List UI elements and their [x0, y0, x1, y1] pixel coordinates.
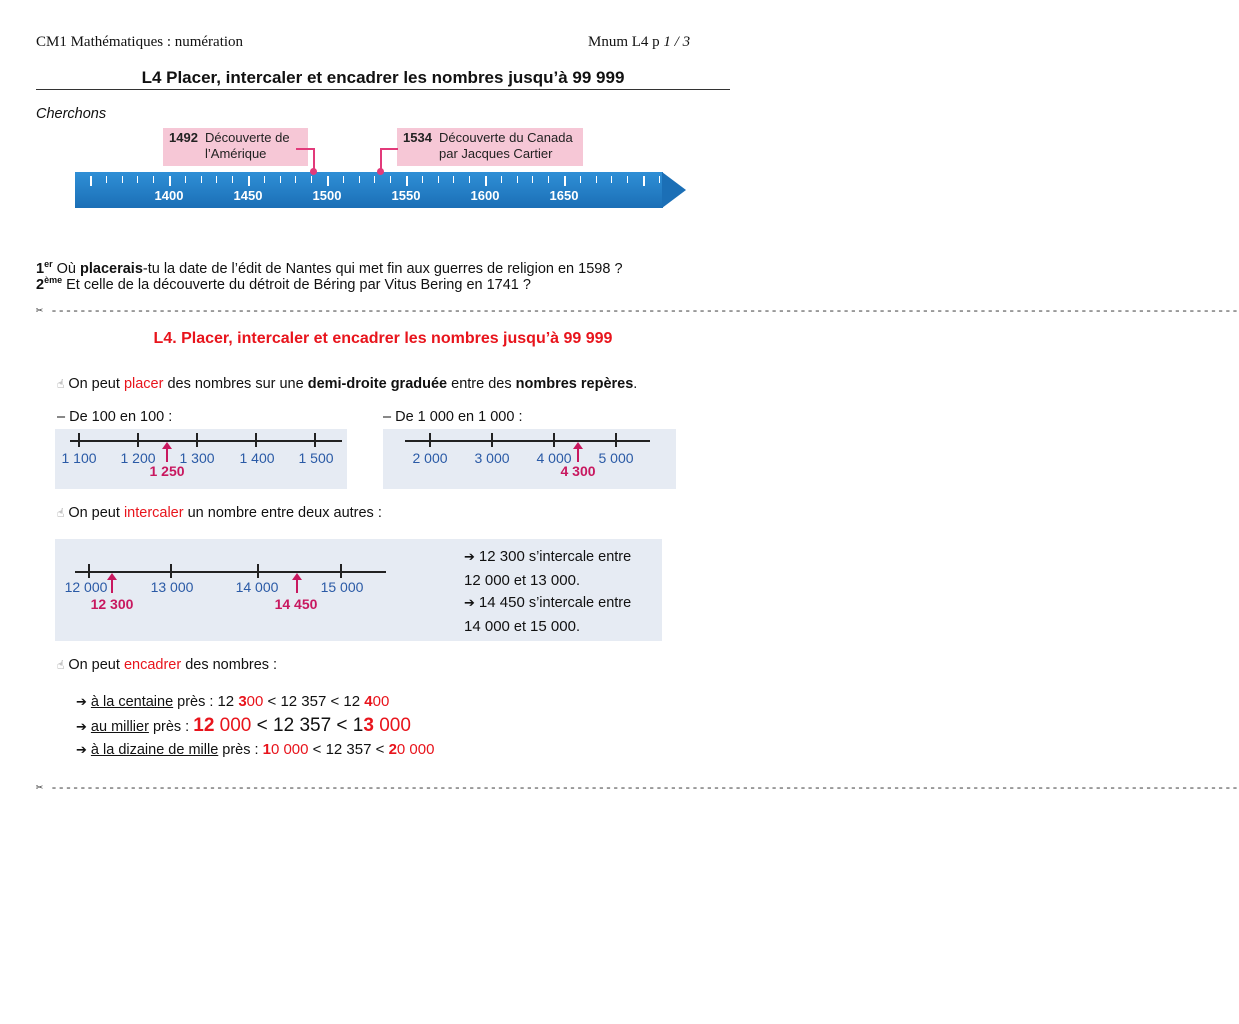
number-line-tick: [553, 433, 555, 447]
position-arrow-icon: [577, 448, 579, 462]
note-line: [464, 546, 631, 570]
timeline-tick: [280, 176, 281, 183]
precision-suffix: près :: [173, 694, 218, 710]
encadrer-post: des nombres :: [181, 657, 278, 673]
number-line-tick: [429, 433, 431, 447]
frame-digit: 3: [238, 693, 247, 710]
number-line-label: 3 000: [474, 450, 510, 466]
lesson-title: L4. Placer, intercaler et encadrer les nombres jusqu’à 99 999: [153, 330, 613, 347]
encadrer-keyword: encadrer: [123, 657, 182, 673]
number-line-label: 1 500: [298, 450, 334, 466]
note-number: 12 300: [478, 548, 525, 565]
timeline-tick: [137, 176, 138, 183]
timeline-tick: [311, 176, 312, 183]
header-ref-text: Mnum L4 p: [588, 34, 660, 50]
timeline-tick: [153, 176, 154, 183]
number-line-label: 1 100: [61, 450, 97, 466]
question-2: [36, 275, 531, 293]
timeline-event-card: [397, 128, 583, 166]
intercaler-rule: [57, 505, 382, 521]
timeline-tick: [548, 176, 549, 183]
highlight-number: 1 250: [149, 463, 185, 479]
timeline-tick: [327, 176, 329, 186]
frame-digit: 12: [193, 715, 215, 736]
frame-part: < 12 357 < 1: [251, 715, 364, 736]
number-line-tick: [615, 433, 617, 447]
frame-part: 12: [217, 693, 239, 710]
precision-suffix: près :: [148, 719, 194, 735]
timeline-tick: [580, 176, 581, 183]
title-underline: [36, 89, 730, 90]
q1-bold: placerais: [80, 260, 143, 277]
highlight-number: 14 450: [274, 596, 318, 612]
placer-bold-2: nombres repères: [515, 376, 634, 392]
position-arrow-icon: [166, 448, 168, 462]
timeline-year: 1500: [312, 188, 342, 203]
timeline-tick: [438, 176, 439, 183]
encadrer-line-dizaine-de-mille: [76, 741, 434, 758]
note-text: et: [509, 572, 531, 589]
header-ref: [588, 34, 690, 51]
number-line-tick: [88, 564, 90, 578]
q2-num: 2: [36, 276, 45, 293]
frame-part: 000: [373, 715, 411, 736]
number-line-label: 13 000: [150, 579, 194, 595]
number-line-label: 5 000: [598, 450, 634, 466]
note-number: 14 450: [478, 594, 525, 611]
number-line-tick: [196, 433, 198, 447]
note-text: s’intercale entre: [524, 595, 632, 611]
frame-part: < 12 357 <: [308, 741, 389, 758]
cherchons-label: Cherchons: [36, 106, 107, 122]
timeline-tick: [201, 176, 202, 183]
q2-text: Et celle de la découverte du détroit de Béring par Vitus Bering en 1741 ?: [62, 276, 531, 293]
timeline-arrowhead: [662, 172, 686, 208]
placer-mid-2: entre des: [447, 376, 516, 392]
number-line-label: 2 000: [412, 450, 448, 466]
note-number: 14 000: [464, 617, 510, 635]
number-line-label: 1 300: [179, 450, 215, 466]
cut-line: ✂ ---------------------------------------------------------------------------------------------------------------------------------------------------------------------: [36, 304, 1239, 318]
timeline-tick: [390, 176, 391, 183]
number-line-tick: [314, 433, 316, 447]
event-stem: [296, 148, 314, 150]
frame-part: 00: [246, 693, 264, 710]
event-stem: [380, 148, 398, 150]
timeline-tick: [453, 176, 454, 183]
encadrer-pre: On peut: [68, 657, 124, 673]
placer-end: .: [633, 376, 638, 392]
timeline-tick: [564, 176, 566, 186]
page-number: 1 / 3: [663, 34, 691, 50]
number-line: [70, 440, 342, 442]
highlight-number: 12 300: [90, 596, 134, 612]
q1-pre: Où: [52, 260, 80, 277]
number-line-label: 14 000: [235, 579, 279, 595]
right-arrow-icon: ➔: [464, 596, 475, 611]
event-year: 1534: [403, 130, 432, 145]
frame-digit: 4: [364, 693, 373, 710]
q1-num: 1: [36, 260, 45, 277]
event-stem: [313, 148, 315, 170]
timeline-tick: [532, 176, 533, 183]
timeline-tick: [343, 176, 344, 183]
timeline-year: 1450: [233, 188, 263, 203]
timeline-tick: [232, 176, 233, 183]
timeline-tick: [406, 176, 408, 186]
number-line-tick: [78, 433, 80, 447]
timeline-tick: [90, 176, 92, 186]
timeline-tick: [169, 176, 171, 186]
event-marker: [310, 168, 317, 175]
frame-digit: 3: [363, 715, 374, 736]
frame-part: < 12 357 < 12: [263, 693, 365, 710]
event-text: Découverte de l’Amérique: [205, 130, 290, 161]
timeline-tick: [248, 176, 250, 186]
highlight-number: 4 300: [560, 463, 596, 479]
timeline-year: 1600: [470, 188, 500, 203]
frame-digit: 1: [262, 741, 271, 758]
right-arrow-icon: ➔: [76, 743, 87, 758]
number-line-label: 1 400: [239, 450, 275, 466]
frame-digit: 2: [388, 741, 397, 758]
note-text: et: [509, 618, 531, 635]
number-line-tick: [170, 564, 172, 578]
placer-left-caption: – De 100 en 100 :: [57, 409, 173, 425]
note-number: 13 000: [530, 571, 576, 589]
timeline-tick: [185, 176, 186, 183]
encadrer-line-millier: [76, 715, 411, 737]
placer-right-caption: – De 1 000 en 1 000 :: [383, 409, 523, 425]
right-arrow-icon: ➔: [76, 695, 87, 710]
timeline-tick: [501, 176, 502, 183]
pointing-hand-icon: ☝: [57, 377, 65, 391]
note-line: [464, 592, 631, 616]
placer-bold-1: demi-droite graduée: [307, 376, 448, 392]
placer-pre: On peut: [68, 376, 124, 392]
timeline-tick: [216, 176, 217, 183]
timeline-tick: [374, 176, 375, 183]
position-arrow-icon: [111, 579, 113, 593]
number-line-label: 15 000: [320, 579, 364, 595]
number-line-label: 12 000: [64, 579, 108, 595]
encadrer-line-centaine: [76, 693, 389, 710]
intercaler-keyword: intercaler: [123, 505, 184, 521]
timeline-event-card: [163, 128, 308, 166]
timeline-tick: [106, 176, 107, 183]
right-arrow-icon: ➔: [464, 550, 475, 565]
number-line-tick: [340, 564, 342, 578]
intercaler-pre: On peut: [68, 505, 124, 521]
timeline-tick: [485, 176, 487, 186]
timeline-tick: [264, 176, 265, 183]
cut-line: ✂ ---------------------------------------------------------------------------------------------------------------------------------------------------------------------: [36, 781, 1239, 795]
precision-suffix: près :: [218, 742, 263, 758]
q1-sup: er: [44, 259, 53, 269]
number-line-tick: [255, 433, 257, 447]
note-text: .: [575, 572, 580, 589]
note-number: 12 000: [464, 571, 510, 589]
header-left: CM1 Mathématiques : numération: [36, 34, 244, 50]
number-line-label: 1 200: [120, 450, 156, 466]
note-line: [464, 616, 631, 639]
q1-post: -tu la date de l’édit de Nantes qui met fin aux guerres de religion en 1598 ?: [142, 260, 623, 277]
encadrer-rule: [57, 657, 277, 673]
frame-part: 00: [372, 693, 390, 710]
frame-part: 0 000: [270, 741, 309, 758]
number-line-tick: [491, 433, 493, 447]
timeline-tick: [295, 176, 296, 183]
pointing-hand-icon: ☝: [57, 658, 65, 672]
position-arrow-icon: [296, 579, 298, 593]
event-text: Découverte du Canada par Jacques Cartier: [439, 130, 573, 161]
note-text: .: [575, 618, 580, 635]
number-line-tick: [137, 433, 139, 447]
intercaler-post: un nombre entre deux autres :: [183, 505, 382, 521]
timeline-tick: [611, 176, 612, 183]
event-year: 1492: [169, 130, 198, 145]
placer-rule: [57, 376, 637, 392]
event-stem: [380, 148, 382, 170]
event-marker: [377, 168, 384, 175]
precision-label: à la centaine: [90, 694, 174, 710]
timeline-tick: [643, 176, 645, 186]
timeline-tick: [122, 176, 123, 183]
timeline-year: 1550: [391, 188, 421, 203]
q2-sup: ème: [44, 275, 63, 285]
timeline-tick: [659, 176, 660, 183]
timeline-year: 1650: [549, 188, 579, 203]
number-line-label: 4 000: [536, 450, 572, 466]
right-arrow-icon: ➔: [76, 720, 87, 735]
timeline-tick: [422, 176, 423, 183]
page-title: L4 Placer, intercaler et encadrer les nombres jusqu’à 99 999: [141, 68, 625, 87]
number-line-tick: [257, 564, 259, 578]
intercaler-notes: [464, 546, 631, 638]
placer-keyword: placer: [123, 376, 164, 392]
precision-label: au millier: [90, 719, 149, 735]
frame-part: 0 000: [396, 741, 435, 758]
precision-label: à la dizaine de mille: [90, 742, 219, 758]
timeline-tick: [596, 176, 597, 183]
placer-mid: des nombres sur une: [163, 376, 308, 392]
note-text: s’intercale entre: [524, 549, 632, 565]
note-line: [464, 570, 631, 593]
timeline-year: 1400: [154, 188, 184, 203]
number-line: [405, 440, 650, 442]
timeline-tick: [469, 176, 470, 183]
timeline-tick: [627, 176, 628, 183]
pointing-hand-icon: ☝: [57, 506, 65, 520]
timeline-tick: [517, 176, 518, 183]
note-number: 15 000: [530, 617, 576, 635]
frame-part: 000: [214, 715, 252, 736]
timeline-tick: [359, 176, 360, 183]
